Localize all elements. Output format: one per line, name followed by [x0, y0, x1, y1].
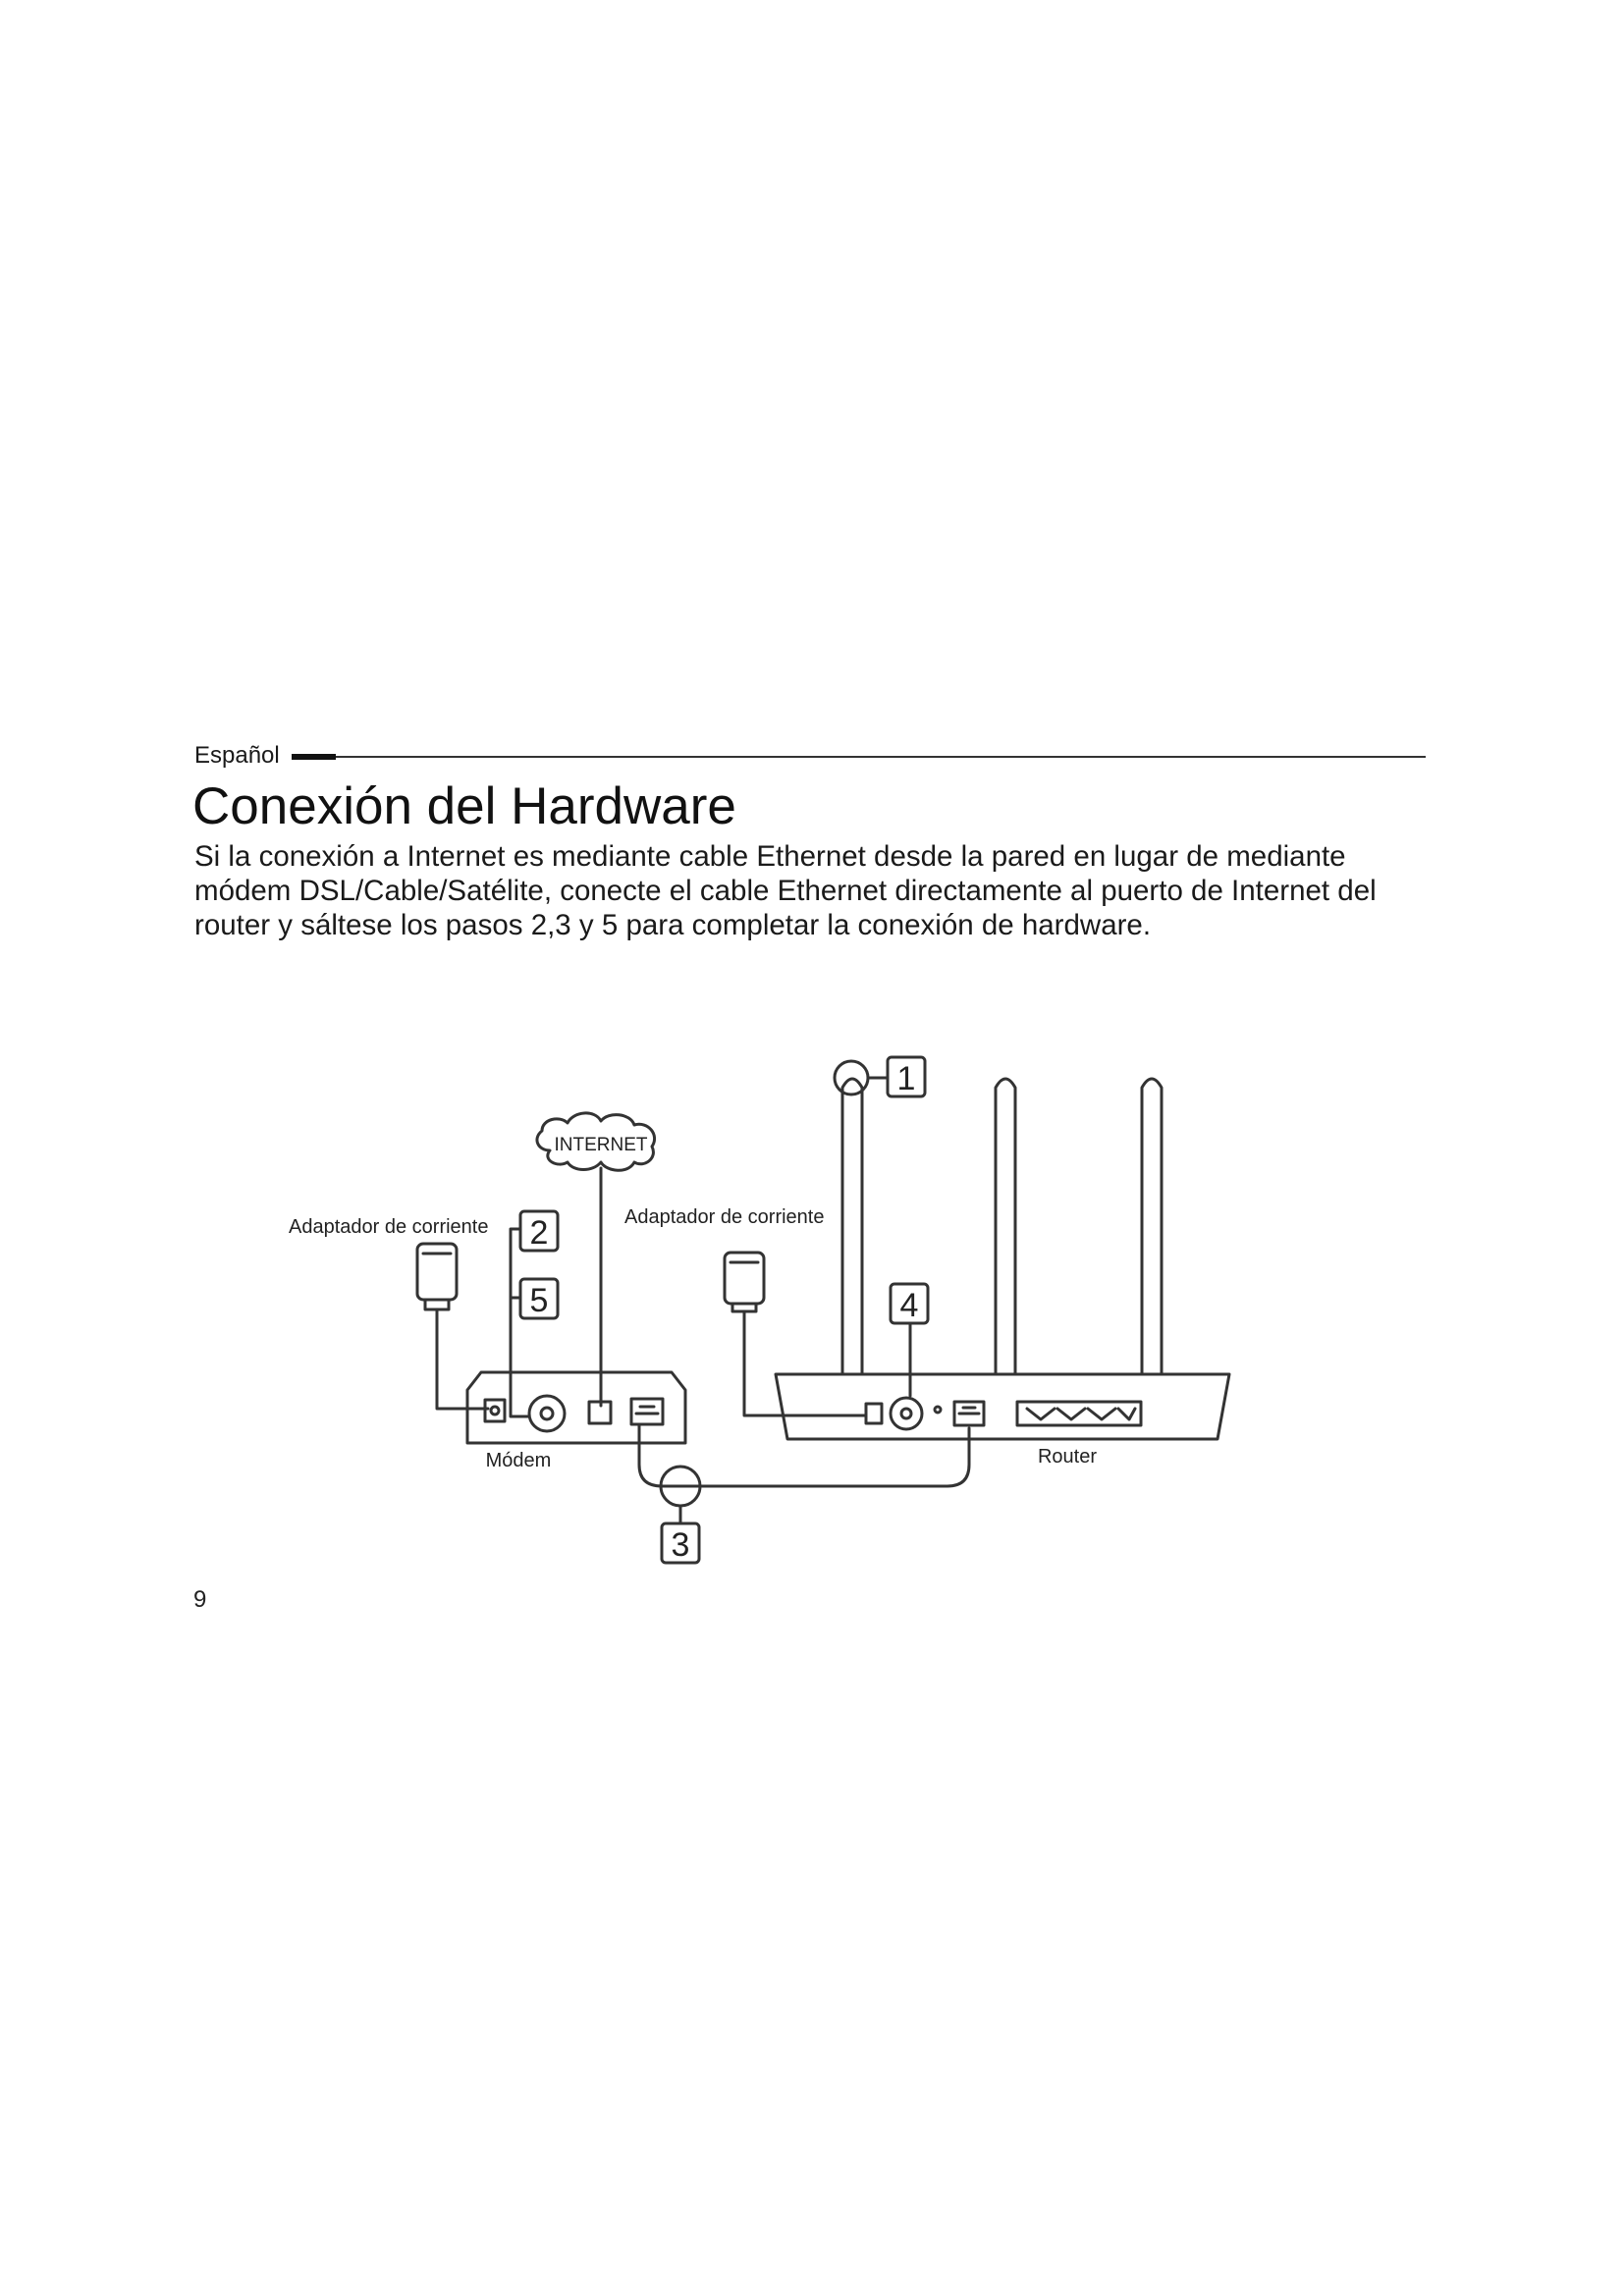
page-title: Conexión del Hardware: [192, 777, 736, 835]
step-1-number: 1: [896, 1060, 916, 1097]
internet-label: INTERNET: [554, 1135, 648, 1155]
power-adapter-modem-icon: [417, 1244, 488, 1409]
ethernet-cable: [639, 1425, 969, 1486]
callout-2-5-connector: [511, 1229, 528, 1416]
adapter-label-router: Adaptador de corriente: [624, 1206, 825, 1228]
router-label: Router: [1037, 1446, 1098, 1468]
modem-label: Módem: [485, 1450, 552, 1471]
step-2-number: 2: [529, 1214, 549, 1252]
step-3-number: 3: [671, 1526, 690, 1564]
power-adapter-router-icon: [725, 1253, 866, 1415]
intro-paragraph: Si la conexión a Internet es mediante cable Ethernet desde la pared en lugar de mediante módem DSL/Cable/Satélite, conecte el cable Ethernet directamente al puerto de Internet del router y sáltese los pasos 2,3 y 5 para completar la conexión de hardware.: [194, 840, 1377, 941]
adapter-label-modem: Adaptador de corriente: [289, 1216, 489, 1238]
page-number: 9: [193, 1586, 207, 1613]
step-5-number: 5: [529, 1282, 549, 1319]
router-device: [776, 1079, 1229, 1439]
step-4-number: 4: [899, 1287, 919, 1324]
section-language-label: Español: [194, 742, 280, 769]
modem-device: [467, 1372, 685, 1443]
